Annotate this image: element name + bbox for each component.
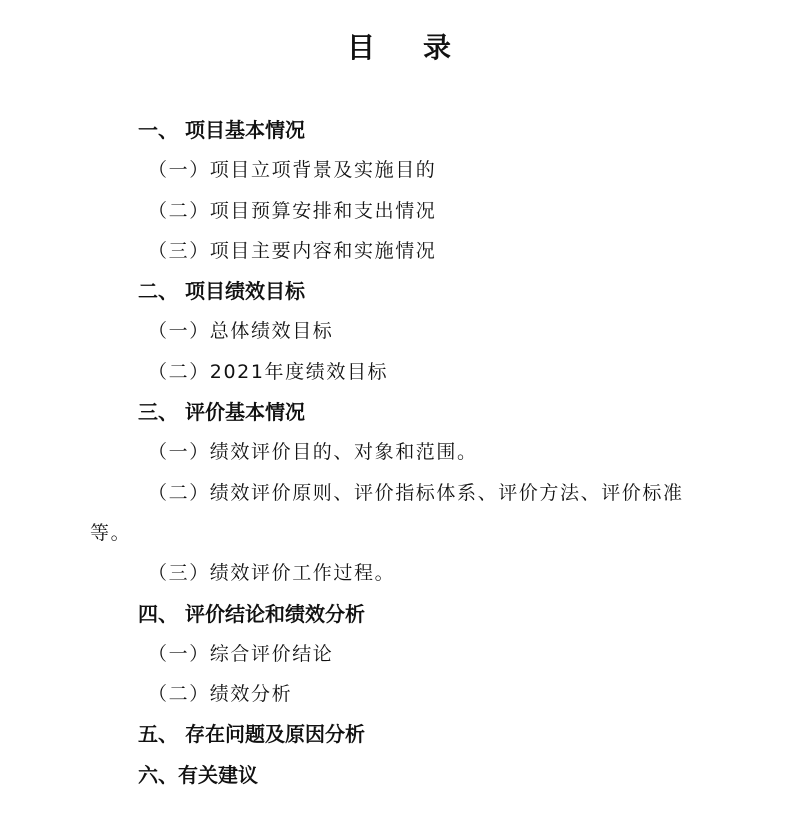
toc-section[interactable]: 六、有关建议 [138,762,258,787]
toc-section[interactable]: 二、 项目绩效目标 [138,279,305,304]
toc-section[interactable]: 一、 项目基本情况 [138,118,305,142]
table-of-contents [90,110,712,795]
toc-subsection[interactable]: （一）总体绩效目标 [148,320,334,343]
toc-subsection[interactable]: （三）项目主要内容和实施情况 [148,239,437,262]
toc-section[interactable]: 五、 存在问题及原因分析 [138,722,365,747]
title-char: 录 [423,31,454,64]
toc-subsection[interactable]: （二）绩效评价原则、评价指标体系、评价方法、评价标准等。 [90,481,684,544]
toc-subsection[interactable]: （一）绩效评价目的、对象和范围。 [148,441,478,464]
title-char: 目 [346,31,377,64]
toc-subsection[interactable]: （二）2021年度绩效目标 [148,360,389,383]
toc-subsection[interactable]: （二）项目预算安排和支出情况 [148,199,437,222]
toc-section[interactable]: 四、 评价结论和绩效分析 [138,601,365,626]
toc-subsection[interactable]: （二）绩效分析 [148,683,293,706]
toc-subsection[interactable]: （三）绩效评价工作过程。 [148,562,396,585]
toc-subsection[interactable]: （一）综合评价结论 [148,642,334,665]
toc-section[interactable]: 三、 评价基本情况 [138,400,305,425]
page-title [0,26,800,66]
toc-subsection[interactable]: （一）项目立项背景及实施目的 [148,159,437,182]
